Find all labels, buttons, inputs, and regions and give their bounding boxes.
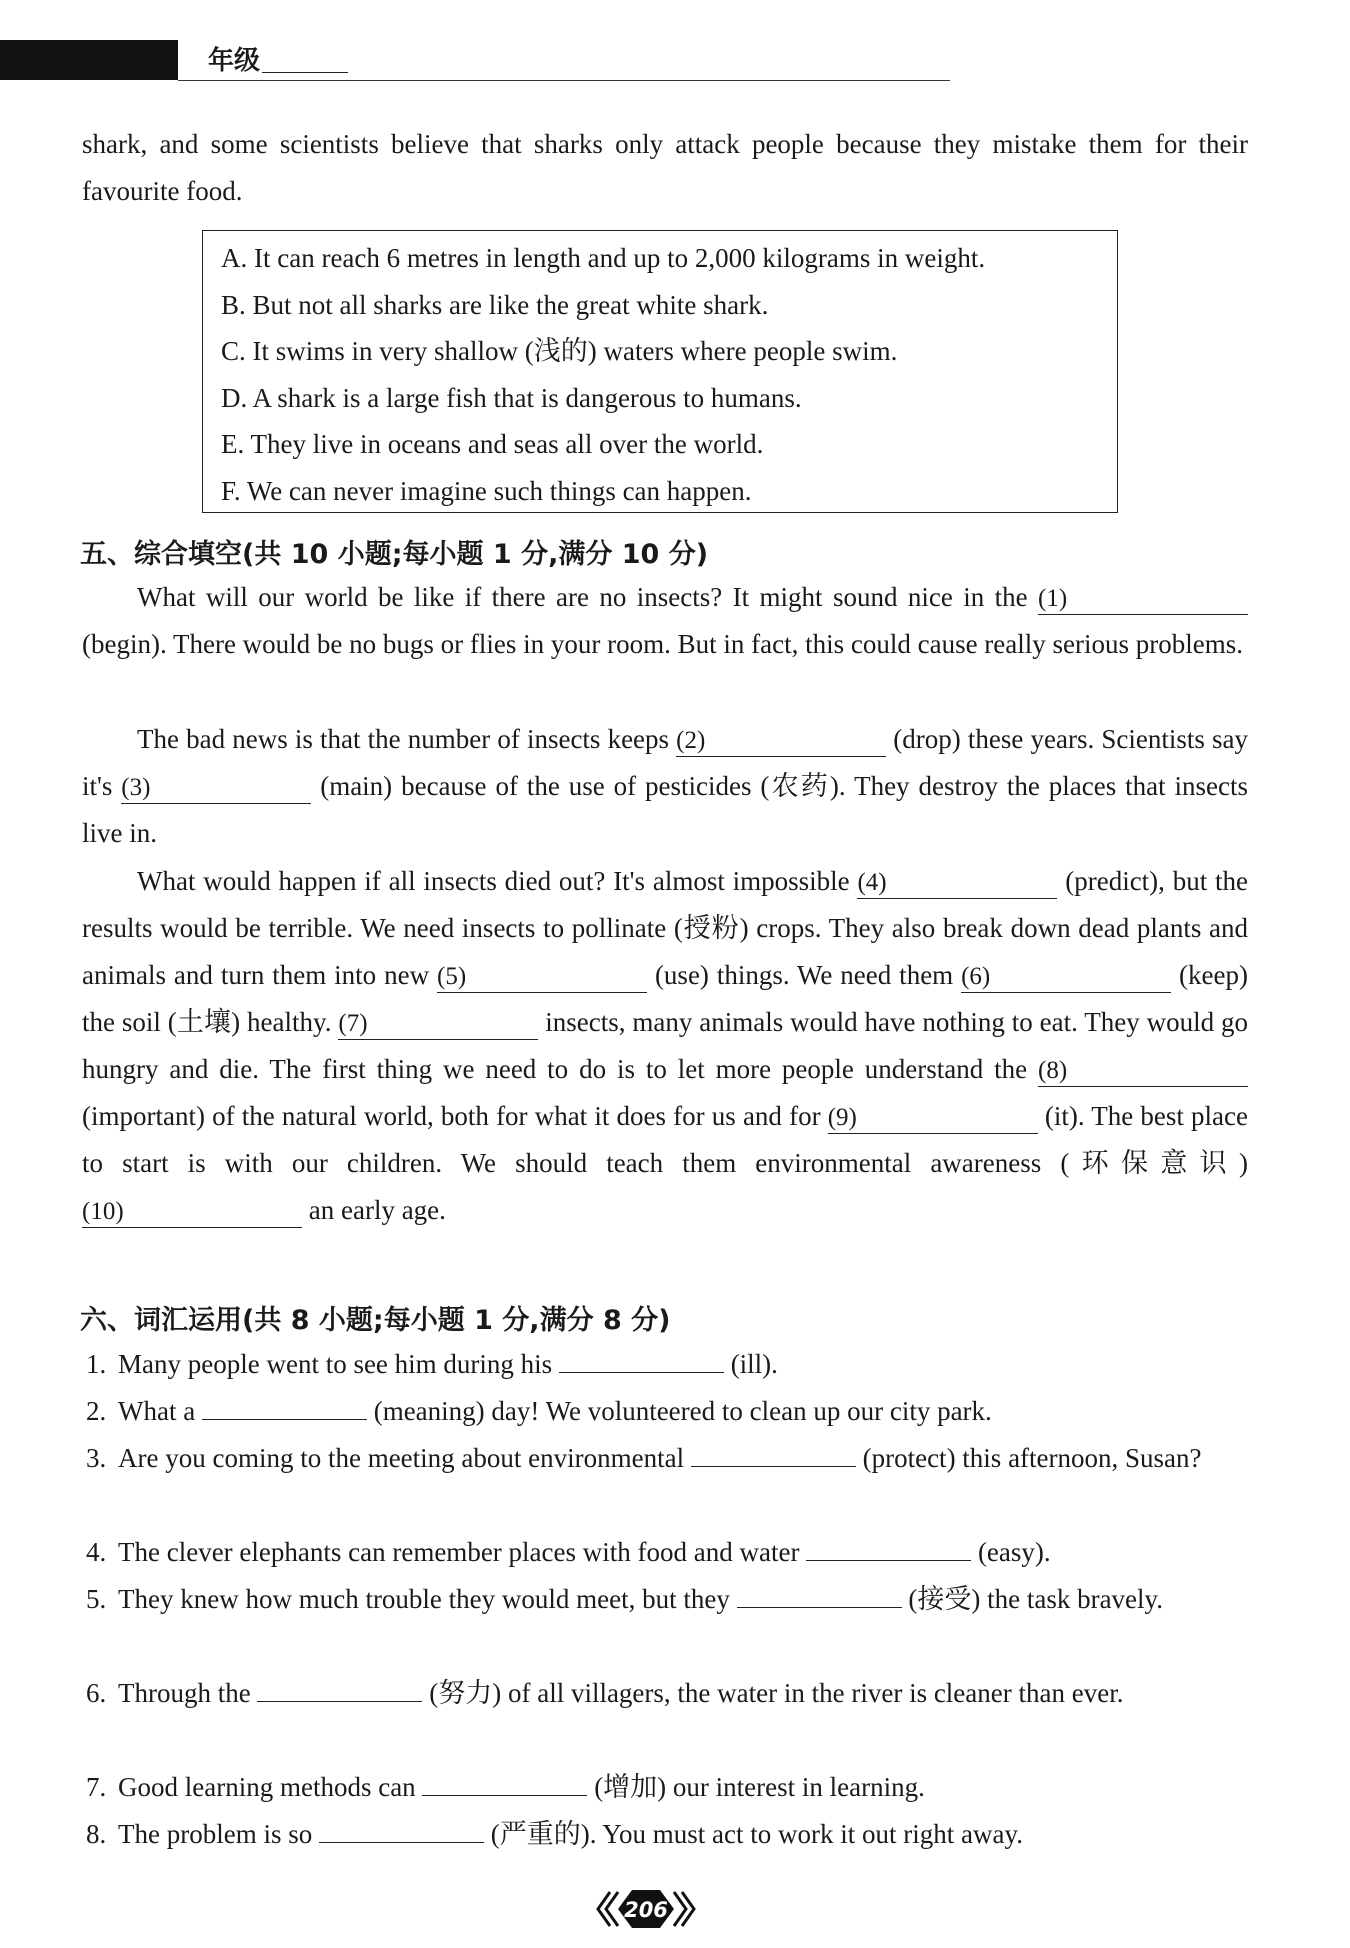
question-3-hint: (protect) this afternoon, Susan? — [855, 1443, 1202, 1473]
question-6-text: Through the — [118, 1678, 258, 1708]
p3-text-c: (predict), but the results would be terrible. We need insects to pollinate (授粉) crops. They also break down dead plants and animals and turn them into new — [82, 866, 1248, 990]
question-3-text: Are you coming to the meeting about environmental — [118, 1443, 691, 1473]
blank-9[interactable] — [828, 1101, 1038, 1134]
blank-8-number: (8) — [1038, 1057, 1068, 1084]
option-f: F. We can never imagine such things can happen. — [221, 475, 752, 506]
question-4-text: The clever elephants can remember places with food and water — [118, 1537, 807, 1567]
section5-paragraph-3 — [82, 858, 1248, 1234]
blank-3-number: (3) — [121, 774, 151, 801]
question-4-blank[interactable] — [806, 1560, 971, 1561]
p2-text-a: The bad news is that the number of insects keeps — [137, 724, 677, 754]
blank-4-number: (4) — [857, 869, 887, 896]
section5-title: 五、综合填空(共 10 小题;每小题 1 分,满分 10 分) — [80, 539, 709, 570]
question-4-number: 4. — [86, 1537, 107, 1567]
question-2-blank[interactable] — [202, 1419, 367, 1420]
section5-paragraph-2 — [82, 716, 1248, 857]
p3-text-f: insects, many animals would have nothing to eat. They would go hungry and die. The first thing we need to do is to let more people understand the — [82, 1007, 1248, 1084]
blank-6[interactable] — [961, 960, 1171, 993]
right-chevron-icon — [682, 1892, 694, 1926]
question-7-text: Good learning methods can — [118, 1772, 423, 1802]
p3-text-a: What would happen if all insects died out? It's almost impossible — [137, 866, 858, 896]
option-d: D. A shark is a large fish that is dangerous to humans. — [221, 382, 802, 413]
question-1-number: 1. — [86, 1349, 107, 1379]
blank-4[interactable] — [857, 866, 1057, 899]
section5-paragraph-1 — [82, 574, 1248, 668]
vocab-question-8 — [86, 1811, 1250, 1858]
blank-5[interactable] — [437, 960, 647, 993]
p2-text-c: (drop) these years. Scientists say it's — [82, 724, 1248, 801]
p1-text-c: (begin). There would be no bugs or flies in your room. But in fact, this could cause really serious problems. — [82, 629, 1243, 659]
vocab-question-1 — [86, 1341, 1250, 1388]
option-e: E. They live in oceans and seas all over the world. — [221, 429, 764, 459]
vocab-question-7 — [86, 1764, 1250, 1811]
grade-label: 年级 — [208, 46, 261, 76]
p3-text-i: an early age. — [302, 1195, 446, 1225]
blank-1-number: (1) — [1038, 585, 1068, 612]
header-black-bar — [0, 40, 178, 80]
vocab-question-6 — [86, 1670, 1250, 1717]
question-5-blank[interactable] — [737, 1607, 902, 1608]
blank-1[interactable] — [1038, 582, 1248, 615]
left-chevron-icon — [598, 1892, 610, 1926]
option-a: A. It can reach 6 metres in length and up to 2,000 kilograms in weight. — [221, 243, 986, 273]
question-2-hint: (meaning) day! We volunteered to clean up our city park. — [366, 1396, 992, 1426]
question-6-number: 6. — [86, 1678, 107, 1708]
p3-text-h: (it). The best place to start is with our children. We should teach them environmental awareness (环保意识) — [82, 1101, 1249, 1178]
question-3-blank[interactable] — [691, 1466, 856, 1467]
vocab-question-2 — [86, 1388, 1250, 1435]
blank-7[interactable] — [338, 1007, 538, 1040]
blank-10-number: (10) — [82, 1198, 124, 1225]
section6-title: 六、词汇运用(共 8 小题;每小题 1 分,满分 8 分) — [80, 1305, 671, 1336]
question-1-text: Many people went to see him during his — [118, 1349, 559, 1379]
blank-2-number: (2) — [676, 727, 706, 754]
question-2-text: What a — [118, 1396, 202, 1426]
blank-9-number: (9) — [827, 1104, 857, 1131]
passage-end: shark, and some scientists believe that sharks only attack people because they mistake them for their favourite food. — [82, 129, 1248, 206]
question-1-hint: (ill). — [723, 1349, 778, 1379]
question-6-blank[interactable] — [257, 1701, 422, 1702]
question-7-hint: (增加) our interest in learning. — [587, 1772, 925, 1802]
question-6-hint: (努力) of all villagers, the water in the river is cleaner than ever. — [422, 1678, 1124, 1708]
question-5-hint: (接受) the task bravely. — [901, 1584, 1164, 1614]
options-box — [202, 230, 1118, 513]
blank-10[interactable] — [82, 1195, 302, 1228]
question-4-hint: (easy). — [971, 1537, 1051, 1567]
question-7-blank[interactable] — [422, 1795, 587, 1796]
blank-7-number: (7) — [338, 1010, 368, 1037]
vocab-question-3 — [86, 1435, 1250, 1482]
question-3-number: 3. — [86, 1443, 107, 1473]
grade-blank — [262, 72, 348, 73]
question-7-number: 7. — [86, 1772, 107, 1802]
option-b: B. But not all sharks are like the great white shark. — [221, 289, 769, 320]
header-rule — [178, 80, 950, 81]
p3-text-e: (keep) the soil (土壤) healthy. — [82, 960, 1248, 1037]
blank-3[interactable] — [121, 771, 311, 804]
question-1-blank[interactable] — [559, 1372, 724, 1373]
question-8-text: The problem is so — [118, 1819, 319, 1849]
vocab-question-5 — [86, 1576, 1250, 1623]
option-c: C. It swims in very shallow (浅的) waters where people swim. — [221, 336, 898, 366]
p3-text-g: (important) of the natural world, both for what it does for us and for — [82, 1101, 828, 1131]
p1-text-a: What will our world be like if there are no insects? It might sound nice in the — [137, 582, 1028, 612]
blank-2[interactable] — [676, 724, 886, 757]
question-5-number: 5. — [86, 1584, 107, 1614]
question-2-number: 2. — [86, 1396, 107, 1426]
blank-6-number: (6) — [961, 963, 991, 990]
page-number-badge — [596, 1884, 696, 1934]
vocab-question-4 — [86, 1529, 1250, 1576]
question-5-text: They knew how much trouble they would meet, but they — [118, 1584, 737, 1614]
blank-8[interactable] — [1038, 1054, 1248, 1087]
page-number: 206 — [624, 1898, 668, 1922]
question-8-hint: (严重的). You must act to work it out right away. — [483, 1819, 1023, 1849]
question-8-blank[interactable] — [319, 1842, 484, 1843]
p2-text-d: (main) because of the use of pesticides (农药). They destroy the places that insects live in. — [82, 771, 1249, 848]
question-8-number: 8. — [86, 1819, 107, 1849]
p3-text-d: (use) things. We need them — [647, 960, 962, 990]
blank-5-number: (5) — [437, 963, 467, 990]
